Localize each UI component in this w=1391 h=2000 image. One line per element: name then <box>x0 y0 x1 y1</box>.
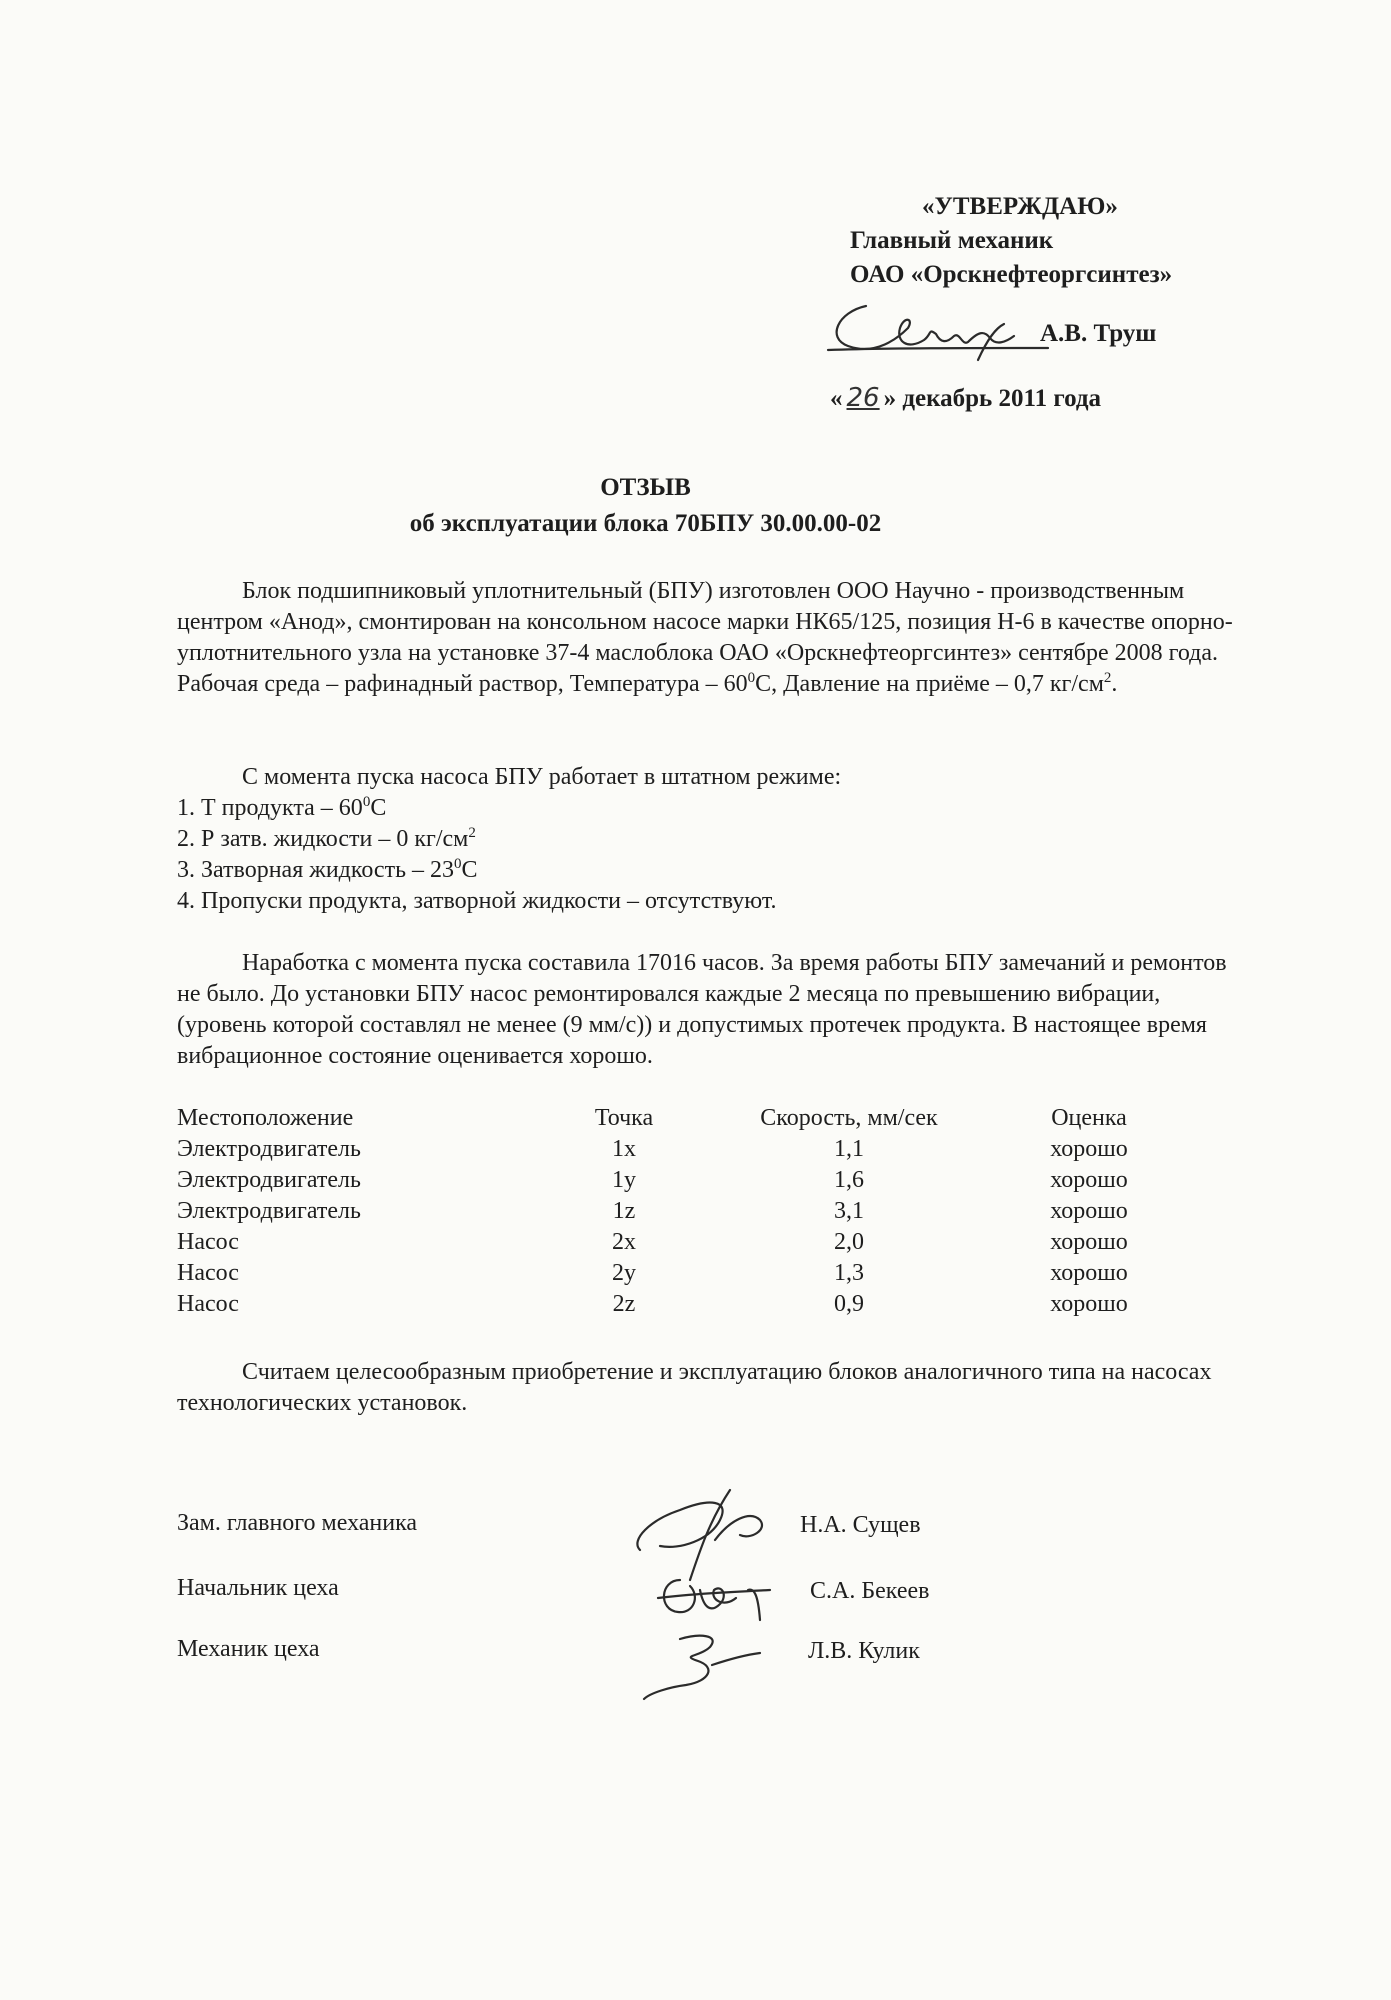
list-item-1: 1. Т продукта – $60^0С$ <box>177 794 387 821</box>
signature-name-deputy: Н.А. Сущев <box>800 1512 921 1538</box>
paragraph-1: Блок подшипниковый уплотнительный (БПУ) изготовлен ООО Научно - производственным центром «Анод», смонтирован на консольном насосе марки НК65/125, позиция Н-6 в качестве опорно-уплотнительного узла на установке 37-4 маслоблока ОАО «Орскнефтеоргсинтез» сентябре 2008 года. Рабочая среда – рафинадный раствор, Температура – $60^0С$, Давление на приёме – 0,7 $кг/см^2$. <box>177 578 1233 697</box>
table-row: Насос 2y 1,3 хорошо <box>177 1260 1128 1286</box>
signature-role-mechanic: Механик цеха <box>177 1636 320 1662</box>
table-header-row <box>177 1103 1199 1134</box>
signature-name-head: С.А. Бекеев <box>810 1578 930 1604</box>
approval-date-day: 26 <box>846 383 880 413</box>
table-header-speed: Скорость, мм/сек <box>760 1105 938 1131</box>
approval-position: Главный механик <box>850 227 1054 254</box>
mechanic-signature <box>640 1625 780 1705</box>
vibration-table <box>177 1103 1199 1320</box>
table-header-rating: Оценка <box>1051 1105 1127 1131</box>
approval-signer: А.В. Труш <box>1040 320 1157 347</box>
signature-role-deputy: Зам. главного механика <box>177 1510 418 1536</box>
signature-name-mechanic: Л.В. Кулик <box>808 1638 920 1664</box>
table-header-location: Местоположение <box>177 1105 354 1131</box>
document-title: ОТЗЫВ <box>600 474 691 501</box>
approval-date: « 26 » декабрь 2011 года <box>830 383 1102 413</box>
table-row: Насос 2x 2,0 хорошо <box>177 1229 1128 1255</box>
table-row: Электродвигатель 1z 3,1 хорошо <box>177 1198 1128 1224</box>
paragraph-4: Считаем целесообразным приобретение и эксплуатацию блоков аналогичного типа на насосах технологических установок. <box>177 1359 1212 1416</box>
table-row: Электродвигатель 1y 1,6 хорошо <box>177 1167 1128 1193</box>
list-item-3: 3. Затворная жидкость – $23^0С$ <box>177 856 478 883</box>
paragraph-2-intro: С момента пуска насоса БПУ работает в штатном режиме: <box>242 764 842 790</box>
document-subtitle: об эксплуатации блока 70БПУ 30.00.00-02 <box>409 510 882 537</box>
table-header-point: Точка <box>594 1105 654 1131</box>
paragraph-3: Наработка с момента пуска составила 17016 часов. За время работы БПУ замечаний и ремонтов не было. До установки БПУ насос ремонтировался каждые 2 месяца по превышению вибрации, (уровень которой составлял не менее (9 мм/с)) и допустимых протечек продукта. В настоящее время вибрационное состояние оценивается хорошо. <box>177 950 1227 1069</box>
table-row: Электродвигатель 1x 1,1 хорошо <box>177 1136 1128 1162</box>
approval-company: ОАО «Орскнефтеоргсинтез» <box>850 261 1173 288</box>
table-row: Насос 2z 0,9 хорошо <box>177 1291 1128 1317</box>
approval-stamp: «УТВЕРЖДАЮ» <box>922 193 1118 220</box>
approver-signature <box>828 298 1068 368</box>
approval-block <box>850 190 1270 292</box>
signature-role-head: Начальник цеха <box>177 1575 339 1601</box>
list-item-2: 2. Р затв. жидкости – 0 $кг/см^2$ <box>177 825 476 852</box>
list-item-4: 4. Пропуски продукта, затворной жидкости – отсутствуют. <box>177 888 777 914</box>
